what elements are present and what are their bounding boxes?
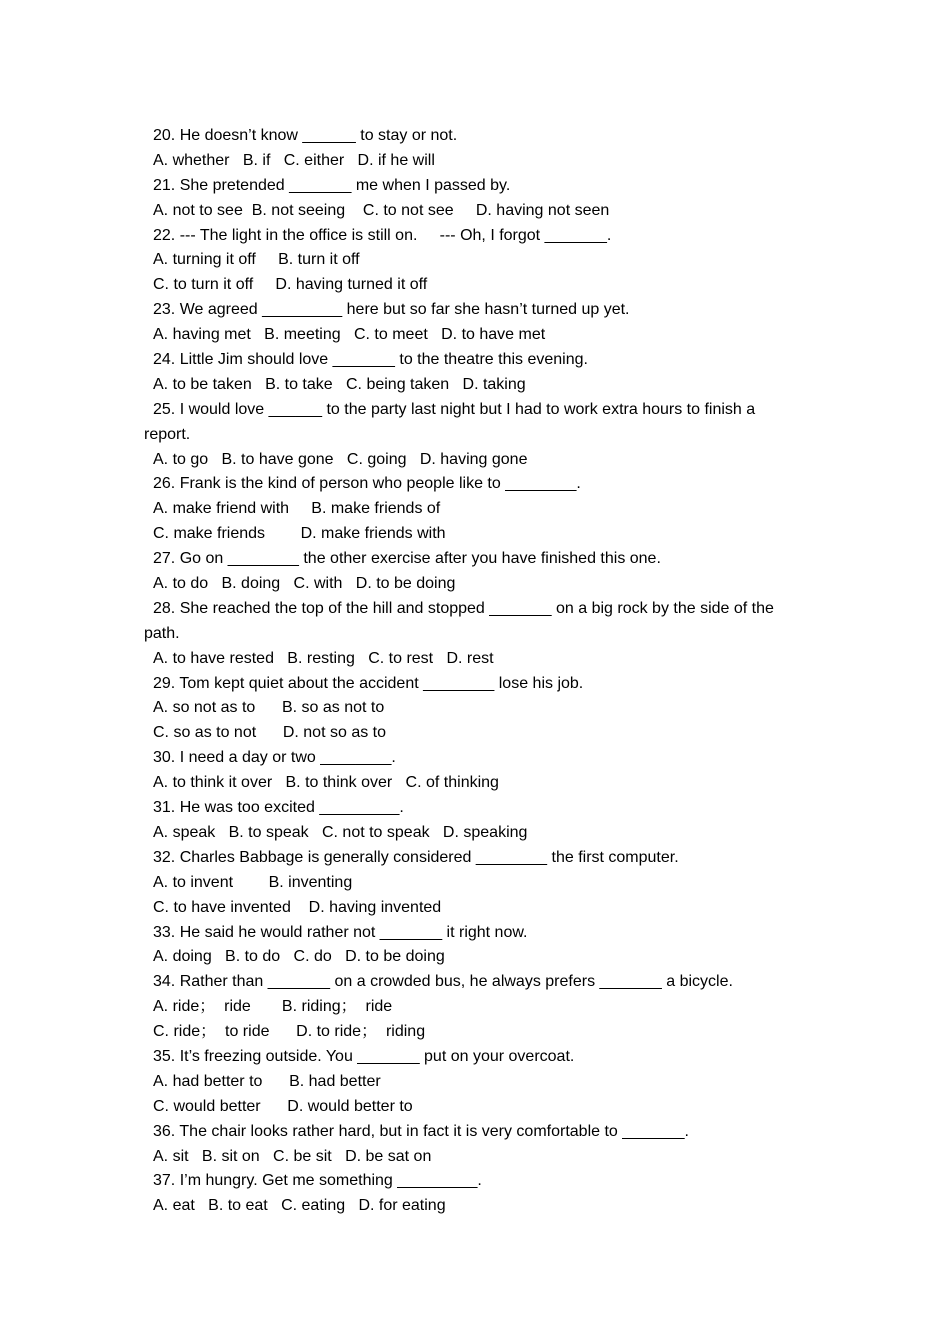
exercise-text-block — [144, 124, 814, 1219]
answer-options-line: A. ride； ride B. riding； ride — [153, 998, 393, 1016]
question-text-line: 34. Rather than _______ on a crowded bus, he always prefers _______ a bicycle. — [153, 973, 733, 991]
answer-options-line: C. make friends D. make friends with — [153, 525, 446, 543]
question-text-line: 29. Tom kept quiet about the accident ________ lose his job. — [153, 674, 584, 692]
answer-options-line: C. so as to not D. not so as to — [153, 724, 386, 742]
question-text-line: path. — [144, 624, 180, 642]
question-text-line: 32. Charles Babbage is generally considered ________ the first computer. — [153, 848, 679, 866]
question-text-line: 26. Frank is the kind of person who people like to ________. — [153, 475, 581, 493]
question-text-line: 24. Little Jim should love _______ to the theatre this evening. — [153, 351, 588, 369]
question-text-line: 31. He was too excited _________. — [153, 799, 404, 817]
answer-options-line: A. to go B. to have gone C. going D. having gone — [153, 450, 528, 468]
answer-options-line: A. make friend with B. make friends of — [153, 500, 441, 518]
answer-options-line: A. sit B. sit on C. be sit D. be sat on — [153, 1147, 432, 1165]
answer-options-line: A. had better to B. had better — [153, 1072, 381, 1090]
answer-options-line: A. not to see B. not seeing C. to not see D. having not seen — [153, 201, 610, 219]
answer-options-line: A. doing B. to do C. do D. to be doing — [153, 948, 445, 966]
question-text-line: 22. --- The light in the office is still on. --- Oh, I forgot _______. — [153, 226, 612, 244]
question-text-line: report. — [144, 425, 191, 443]
question-text-line: 27. Go on ________ the other exercise after you have finished this one. — [153, 550, 661, 568]
answer-options-line: A. to invent B. inventing — [153, 873, 353, 891]
question-text-line: 23. We agreed _________ here but so far she hasn’t turned up yet. — [153, 301, 630, 319]
answer-options-line: C. would better D. would better to — [153, 1097, 413, 1115]
answer-options-line: A. to do B. doing C. with D. to be doing — [153, 575, 456, 593]
answer-options-line: A. to have rested B. resting C. to rest D. rest — [153, 649, 494, 667]
question-text-line: 36. The chair looks rather hard, but in fact it is very comfortable to _______. — [153, 1122, 689, 1140]
question-text-line: 25. I would love ______ to the party last night but I had to work extra hours to finish a — [153, 400, 756, 418]
answer-options-line: A. having met B. meeting C. to meet D. to have met — [153, 326, 546, 344]
question-text-line: 21. She pretended _______ me when I passed by. — [153, 176, 511, 194]
answer-options-line: C. ride； to ride D. to ride； riding — [153, 1023, 426, 1041]
answer-options-line: C. to turn it off D. having turned it off — [153, 276, 428, 294]
answer-options-line: A. so not as to B. so as not to — [153, 699, 385, 717]
question-text-line: 37. I’m hungry. Get me something _________. — [153, 1172, 482, 1190]
answer-options-line: A. turning it off B. turn it off — [153, 251, 360, 269]
question-text-line: 30. I need a day or two ________. — [153, 749, 396, 767]
answer-options-line: A. to be taken B. to take C. being taken D. taking — [153, 375, 526, 393]
question-text-line: 20. He doesn’t know ______ to stay or not. — [153, 127, 458, 144]
answer-options-line: A. speak B. to speak C. not to speak D. speaking — [153, 823, 528, 841]
answer-options-line: A. eat B. to eat C. eating D. for eating — [153, 1197, 446, 1215]
question-text-line: 35. It’s freezing outside. You _______ put on your overcoat. — [153, 1047, 575, 1065]
answer-options-line: A. to think it over B. to think over C. of thinking — [153, 774, 499, 792]
question-text-line: 33. He said he would rather not _______ it right now. — [153, 923, 528, 941]
answer-options-line: C. to have invented D. having invented — [153, 898, 442, 916]
question-text-line: 28. She reached the top of the hill and stopped _______ on a big rock by the side of the — [153, 599, 774, 617]
answer-options-line: A. whether B. if C. either D. if he will — [153, 151, 435, 169]
